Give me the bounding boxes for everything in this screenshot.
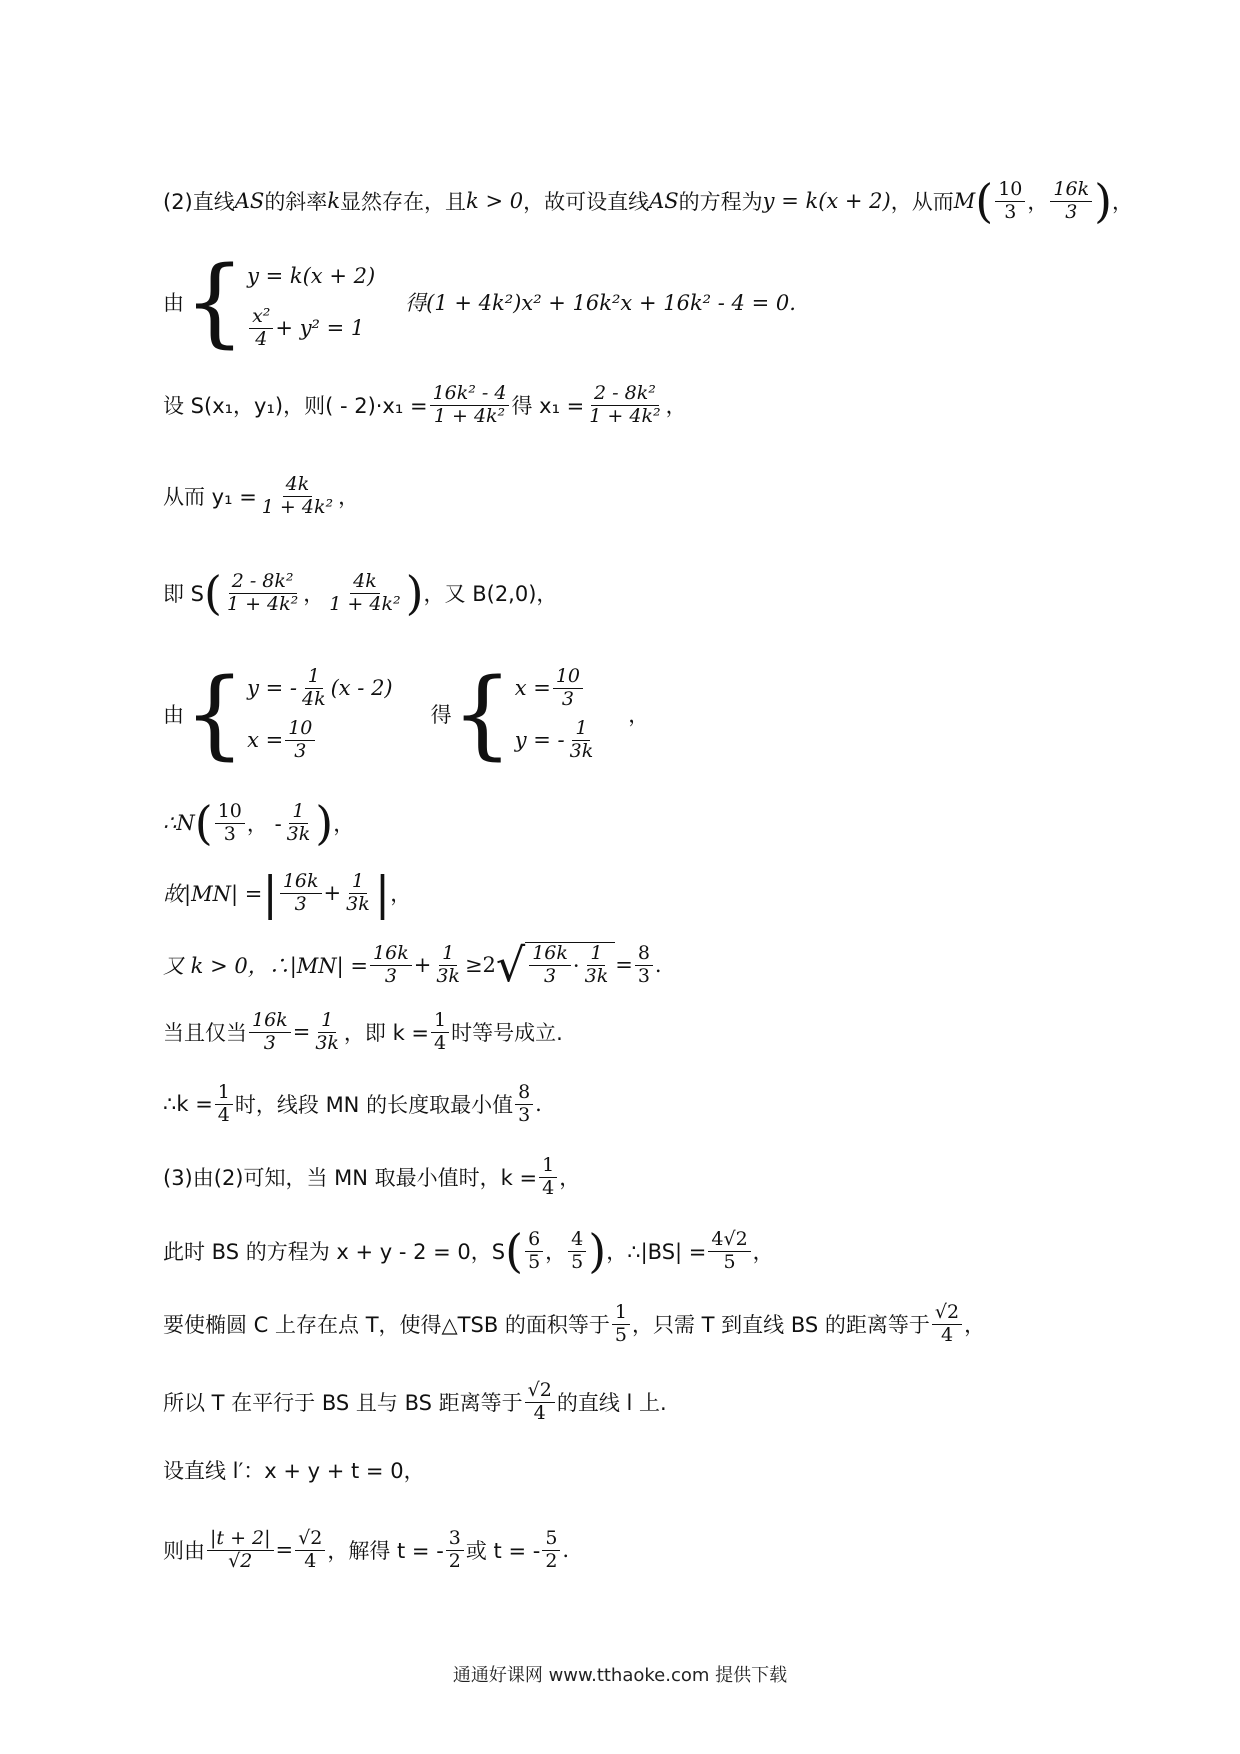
- abs-right: |: [374, 866, 391, 920]
- paren-right: ): [1094, 174, 1113, 228]
- fraction: $\frac{1}{4}$: [539, 1155, 557, 1200]
- fraction: $\frac{√2}{4}$: [295, 1528, 325, 1573]
- text: (3)由(2)可知，当 MN 取最小值时，k =: [163, 1166, 538, 1191]
- paren-left: (: [975, 174, 994, 228]
- fraction: $\frac{16k}{3}$: [249, 1010, 291, 1055]
- paren-right: ): [588, 1224, 607, 1278]
- math: AS: [234, 189, 265, 213]
- text: 由: [163, 703, 184, 727]
- line-bs-equation: [163, 1224, 774, 1278]
- text: 设直线 l′：x + y + t = 0，: [163, 1459, 425, 1483]
- fraction: $\frac{\text{2 - 8k²}}{\text{1 + 4k²}}$: [589, 382, 661, 427]
- fraction: $\frac{1}{5}$: [612, 1302, 630, 1347]
- text: 由: [163, 291, 184, 315]
- equation-system: [515, 662, 599, 766]
- text: 时等号成立.: [451, 1021, 563, 1046]
- fraction: $\frac{4k}{\text{1 + 4k²}}$: [261, 473, 334, 518]
- text: +: [413, 953, 432, 977]
- text: ，: [545, 1240, 567, 1264]
- fraction: $\frac{10}{3}$: [995, 179, 1025, 224]
- text: =: [292, 1020, 311, 1045]
- text: 故|MN| =: [163, 882, 263, 906]
- sqrt-body: $\frac{16k}{3}$ · $\frac{1}{3k}$: [525, 942, 615, 988]
- brace: {: [451, 658, 513, 770]
- text: =: [615, 953, 633, 977]
- line-system-2: [163, 658, 650, 770]
- text: 时，线段 MN 的长度取最小值: [234, 1093, 514, 1118]
- text: 或 t = -: [465, 1539, 541, 1564]
- fraction: $\frac{4√2}{5}$: [708, 1229, 750, 1274]
- text: 当且仅当: [163, 1021, 247, 1046]
- line-y1: [163, 474, 359, 519]
- text: ，只需 T 到直线 BS 的距离等于: [632, 1313, 930, 1338]
- line-n-point: [163, 796, 355, 850]
- text: 所以 T 在平行于 BS 且与 BS 距离等于: [163, 1391, 523, 1416]
- fraction: $\frac{1}{4}$: [215, 1082, 233, 1127]
- equation: x = $\frac{10}{3}$: [247, 714, 393, 766]
- text: ，: [752, 1240, 774, 1264]
- paren-right: ): [405, 566, 424, 620]
- math: y = k(x + 2): [762, 189, 891, 213]
- text: 又 k > 0，∴|MN| =: [163, 954, 369, 978]
- line-s-point: [163, 383, 687, 428]
- line-equality: [163, 1010, 563, 1055]
- equation: x = $\frac{10}{3}$: [515, 662, 599, 714]
- paren-left: (: [204, 566, 222, 620]
- text: ，: [665, 394, 687, 419]
- fraction: $\frac{√2}{4}$: [525, 1380, 555, 1425]
- text: ，: [303, 582, 325, 606]
- fraction: $\frac{5}{2}$: [542, 1528, 560, 1573]
- fraction: $\frac{1}{3k}$: [315, 1009, 339, 1054]
- text: ≥2: [464, 953, 496, 977]
- math: ∴N: [163, 811, 195, 835]
- text: ，从而: [890, 190, 954, 214]
- fraction: $\frac{1}{3k}$: [286, 799, 311, 845]
- brace: {: [184, 246, 246, 358]
- footer-text: 通通好课网 www.tthaoke.com 提供下载: [452, 1665, 788, 1686]
- line-solve-t: [163, 1528, 569, 1573]
- text: (2)直线: [163, 190, 235, 214]
- fraction: $\frac{1}{4}$: [431, 1010, 449, 1055]
- line-part3: [163, 1155, 580, 1200]
- text: ，又 B(2,0)，: [423, 582, 558, 606]
- math: k > 0: [466, 189, 524, 213]
- sqrt-sign: √: [495, 938, 526, 992]
- math: AS: [649, 189, 679, 213]
- line-system-1: [163, 246, 796, 358]
- text: 则由: [163, 1539, 205, 1564]
- text: ，: [628, 703, 650, 727]
- text: ，解得 t = -: [327, 1539, 444, 1564]
- equation-system: [247, 250, 375, 354]
- paren-right: ): [315, 796, 334, 850]
- text: +: [323, 881, 342, 905]
- text: 即 S: [163, 582, 205, 606]
- fraction: $\frac{1}{3k}$: [436, 941, 460, 987]
- line-area-condition: [163, 1302, 985, 1347]
- text: 的斜率: [264, 190, 328, 214]
- text: 设 S(x₁，y₁)，则( - 2)·x₁ =: [163, 394, 428, 419]
- fraction: $\frac{\text{2 - 8k²}}{\text{1 + 4k²}}$: [226, 569, 299, 615]
- text: .: [654, 953, 662, 977]
- fraction: $\frac{3}{2}$: [446, 1528, 464, 1573]
- text: 显然存在，且: [340, 190, 467, 214]
- brace: {: [184, 658, 246, 770]
- math: M: [953, 189, 976, 213]
- fraction: $\frac{8}{3}$: [515, 1082, 533, 1127]
- line-slope: [163, 174, 1134, 228]
- text: ，: [338, 485, 360, 510]
- equation: y = - $\frac{1}{4k}$ (x - 2): [247, 664, 393, 710]
- fraction: $\frac{|t + 2|}{√2}$: [207, 1528, 274, 1573]
- fraction: $\frac{4k}{\text{1 + 4k²}}$: [329, 569, 401, 615]
- text: .: [535, 1092, 542, 1117]
- fraction: $\frac{6}{5}$: [525, 1229, 543, 1274]
- text: ，: [333, 812, 355, 836]
- line-set-l: [163, 1455, 425, 1485]
- fraction: $\frac{16k}{3}$: [370, 943, 412, 988]
- result-equation: 得(1 + 4k²)x² + 16k²x + 16k² - 4 = 0.: [405, 291, 796, 315]
- fraction: $\frac{1}{3k}$: [346, 869, 370, 915]
- text: ，∴|BS| =: [606, 1240, 707, 1264]
- text: ， -: [246, 812, 282, 836]
- fraction: $\frac{16k}{3}$: [280, 871, 322, 916]
- paren-left: (: [194, 796, 213, 850]
- fraction: $\frac{\text{16k² - 4}}{\text{1 + 4k²}}$: [430, 383, 510, 428]
- text: 的直线 l 上.: [556, 1391, 667, 1416]
- text: ，故可设直线: [523, 190, 650, 214]
- line-parallel: [163, 1380, 667, 1425]
- text: ，: [1027, 190, 1049, 214]
- line-min-value: [163, 1082, 542, 1127]
- text: =: [275, 1538, 294, 1563]
- text: 要使椭圆 C 上存在点 T，使得△TSB 的面积等于: [163, 1313, 610, 1338]
- math: k: [327, 189, 341, 213]
- equation-system: [247, 662, 393, 766]
- fraction: $\frac{8}{3}$: [635, 943, 653, 988]
- text: ，: [559, 1166, 581, 1191]
- text: 的方程为: [678, 190, 763, 214]
- line-s-coords: [163, 566, 558, 620]
- equation: $\frac{\text{x²}}{4}$ + y² = 1: [247, 302, 375, 354]
- text: ，即 k =: [343, 1021, 430, 1046]
- text: 从而 y₁ =: [163, 485, 257, 510]
- text: 得 x₁ =: [511, 394, 585, 419]
- fraction: $\frac{√2}{4}$: [932, 1302, 962, 1347]
- text: ，: [1112, 190, 1134, 214]
- equation: y = - $\frac{1}{3k}$: [514, 716, 594, 762]
- fraction: $\frac{16k}{3}$: [1050, 179, 1092, 224]
- fraction: $\frac{10}{3}$: [215, 801, 245, 846]
- line-mn-abs: [163, 866, 412, 920]
- text: 此时 BS 的方程为 x + y - 2 = 0，S: [163, 1240, 506, 1264]
- paren-left: (: [505, 1224, 524, 1278]
- text: ，: [390, 882, 412, 906]
- line-amgm: [163, 938, 662, 992]
- equation: y = k(x + 2): [247, 264, 376, 288]
- abs-left: |: [262, 866, 278, 920]
- text: ，: [964, 1313, 986, 1338]
- fraction: $\frac{4}{5}$: [568, 1229, 586, 1274]
- text: ∴k =: [163, 1092, 213, 1117]
- text: .: [562, 1538, 570, 1563]
- text: 得: [430, 703, 452, 727]
